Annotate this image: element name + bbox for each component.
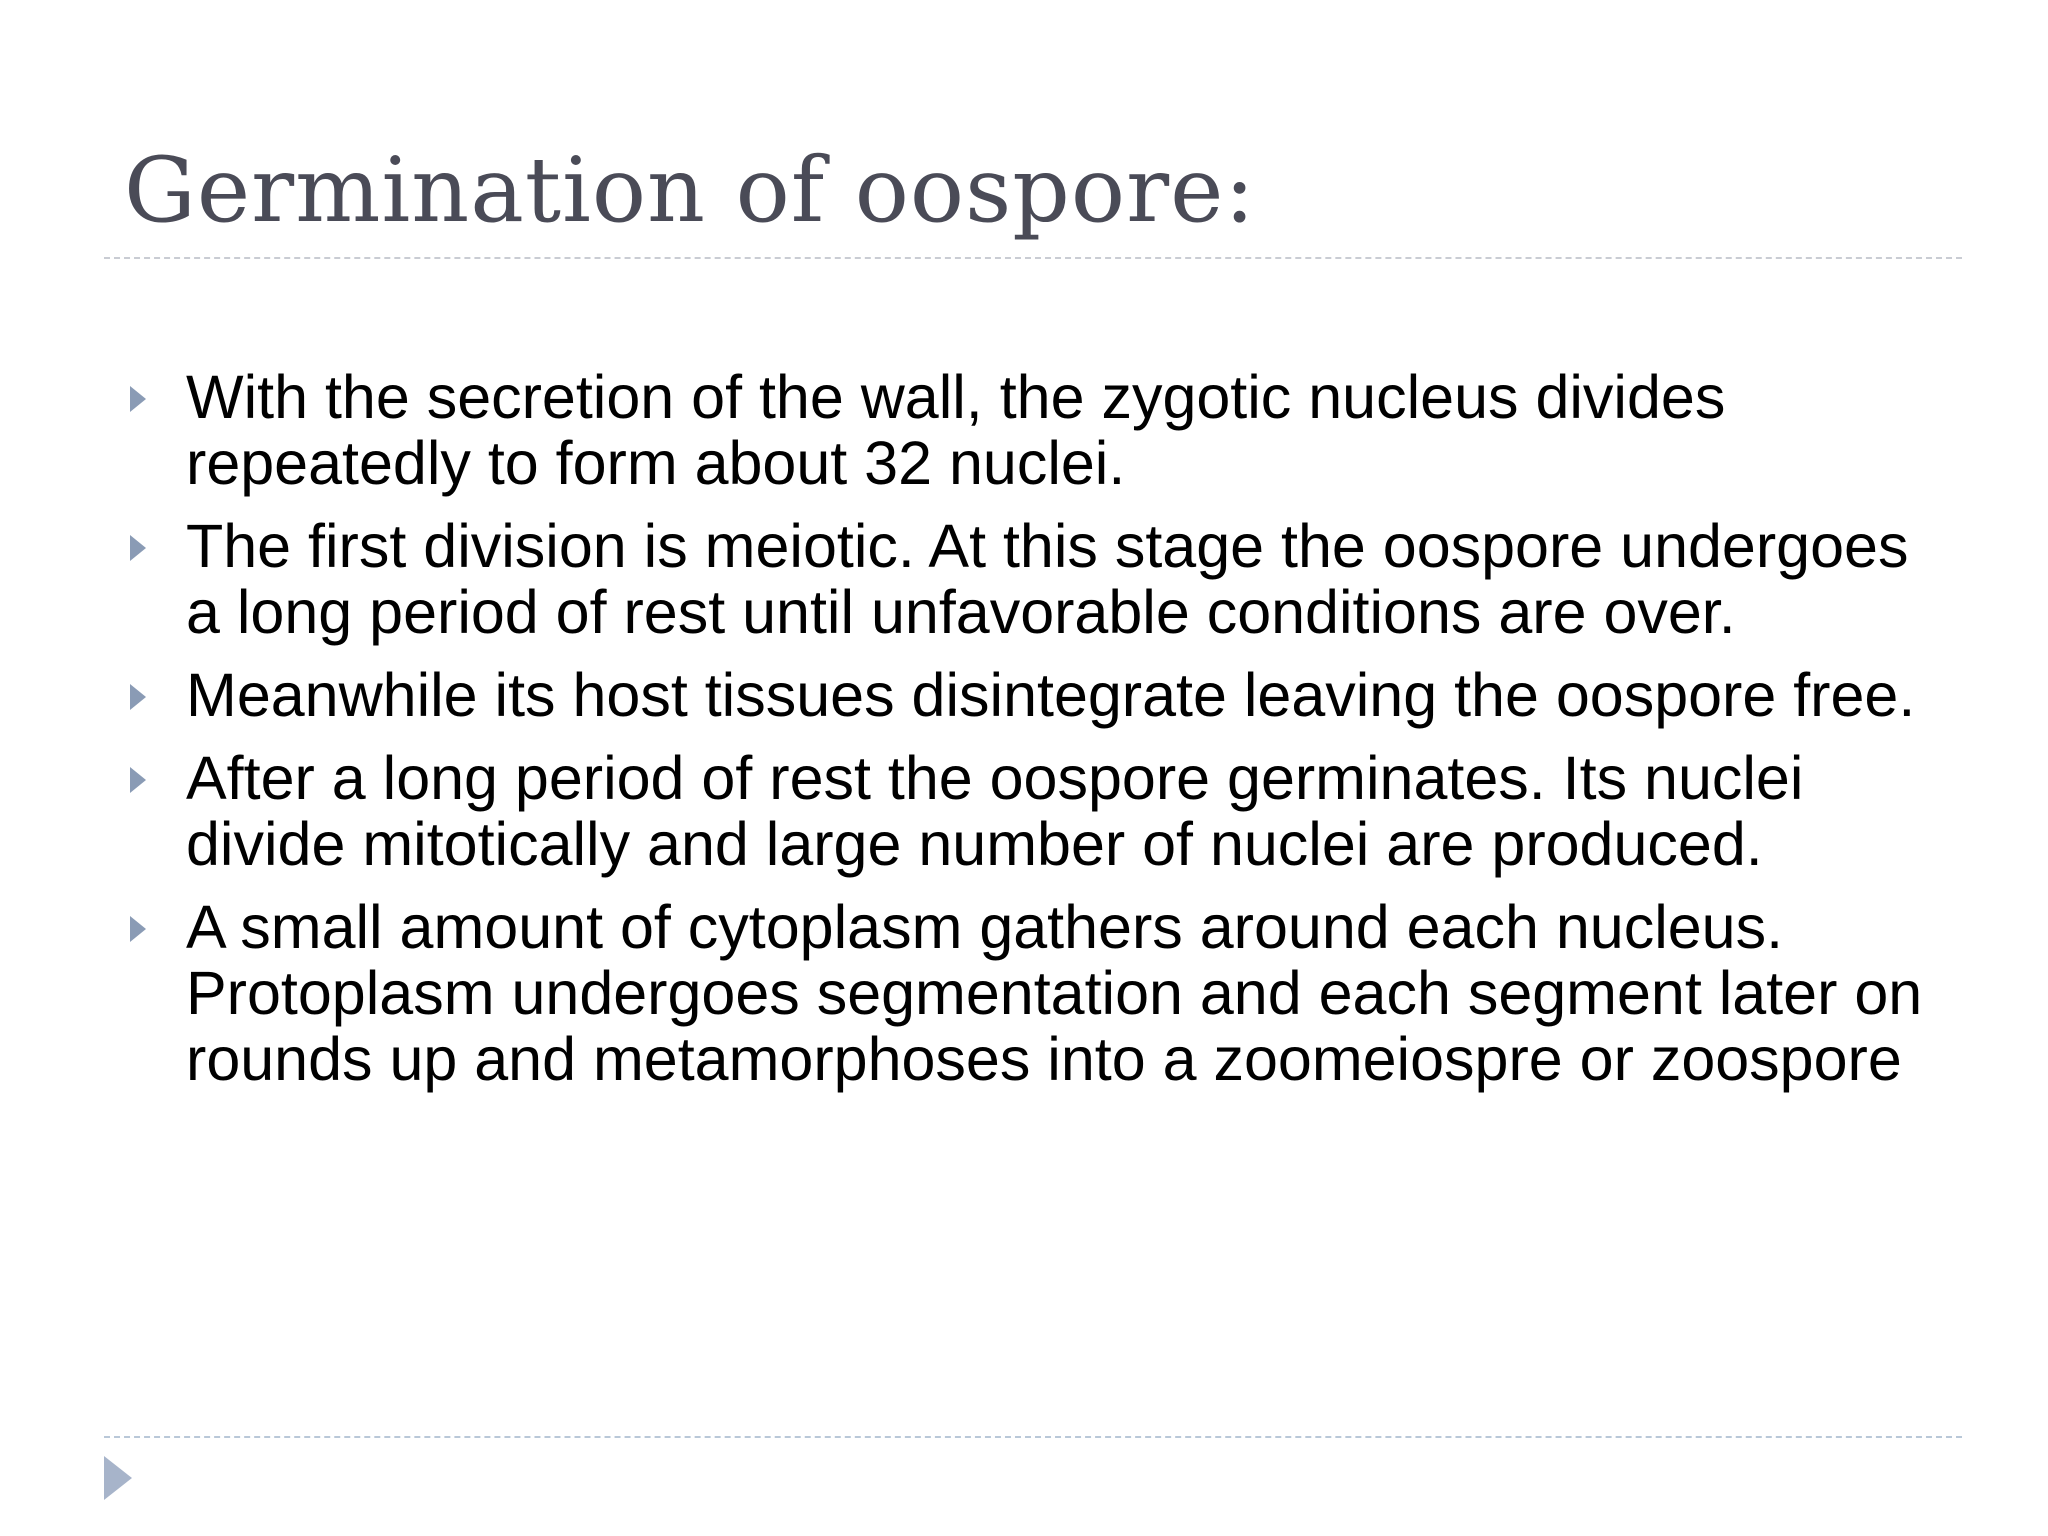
footer-divider [104,1436,1962,1438]
triangle-bullet-icon [130,767,146,793]
triangle-bullet-icon [130,535,146,561]
triangle-bullet-icon [130,684,146,710]
triangle-corner-icon [104,1456,132,1500]
triangle-bullet-icon [130,916,146,942]
bullet-text: The first division is meiotic. At this stage the oospore undergoes a long period of rest until unfavorable conditions are over. [186,512,1909,646]
bullet-text: A small amount of cytoplasm gathers around each nucleus. Protoplasm undergoes segmentation and each segment later on rounds up and metamorphoses into a zoomeiospre or zoospore [186,893,1923,1093]
list-item [124,745,1944,877]
bullet-text: Meanwhile its host tissues disintegrate leaving the oospore free. [186,661,1916,729]
bullet-text: With the secretion of the wall, the zygotic nucleus divides repeatedly to form about 32 nuclei. [186,363,1726,497]
bullet-text: After a long period of rest the oospore germinates. Its nuclei divide mitotically and large number of nuclei are produced. [186,744,1804,878]
bullet-list [124,364,1944,1109]
list-item [124,662,1944,728]
slide-title: Germination of oospore: [124,138,1256,243]
triangle-bullet-icon [130,386,146,412]
list-item [124,364,1944,496]
list-item [124,894,1944,1092]
title-divider [104,257,1962,259]
list-item [124,513,1944,645]
